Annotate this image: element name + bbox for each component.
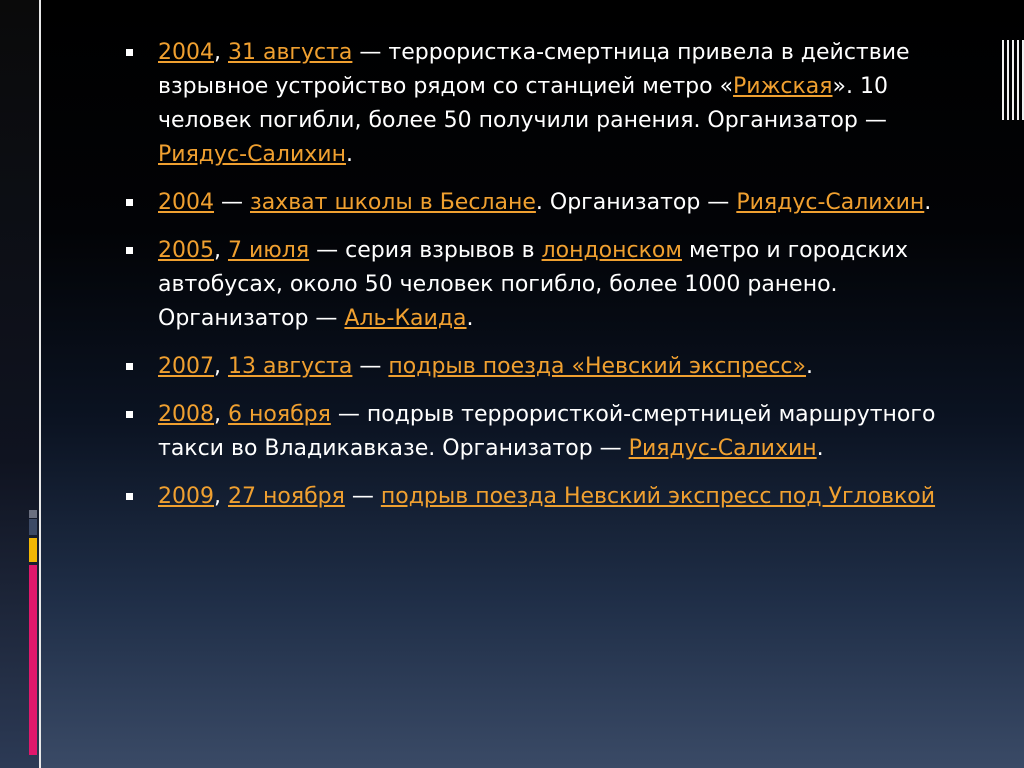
organizer-link[interactable]: Аль-Каида [344,306,467,331]
date-link[interactable]: 27 ноября [228,484,345,509]
deco-yellow-block [29,538,37,562]
date-link[interactable]: 13 августа [228,354,353,379]
year-link[interactable]: 2004 [158,40,214,65]
list-item: 2007, 13 августа — подрыв поезда «Невский экспресс». [120,350,950,384]
city-link[interactable]: лондонском [541,238,682,263]
date-link[interactable]: 7 июля [228,238,310,263]
bullet-icon [126,49,133,56]
metro-station-link[interactable]: Рижская [733,74,833,99]
list-item: 2008, 6 ноября — подрыв террористкой-смертницей маршрутного такси во Владикавказе. Организатор — Риядус-Салихин. [120,398,950,466]
bullet-icon [126,199,133,206]
year-link[interactable]: 2007 [158,354,214,379]
list-item: 2004, 31 августа — террористка-смертница привела в действие взрывное устройство рядом со станцией метро «Рижская». 10 человек погибли, более 50 получили ранения. Организатор — Риядус-Салихин. [120,36,950,172]
year-link[interactable]: 2008 [158,402,214,427]
event-link[interactable]: подрыв поезда Невский экспресс под Угловкой [380,484,936,509]
list-item: 2004 — захват школы в Беслане. Организатор — Риядус-Салихин. [120,186,950,220]
deco-grey-block [29,510,37,518]
bullet-icon [126,493,133,500]
left-divider-line [39,0,41,768]
bullet-icon [126,247,133,254]
organizer-link[interactable]: Риядус-Салихин [628,436,817,461]
organizer-link[interactable]: Риядус-Салихин [736,190,925,215]
event-link[interactable]: захват школы в Беслане [250,190,536,215]
right-decoration-bars [1002,40,1024,120]
bullet-icon [126,411,133,418]
bullet-icon [126,363,133,370]
list-item: 2005, 7 июля — серия взрывов в лондонском метро и городских автобусах, около 50 человек погибло, более 1000 ранено. Организатор — Аль-Каида. [120,234,950,336]
events-list [120,36,950,528]
event-link[interactable]: подрыв поезда «Невский экспресс» [388,354,806,379]
year-link[interactable]: 2009 [158,484,214,509]
deco-blue-block [29,519,37,535]
list-item: 2009, 27 ноября — подрыв поезда Невский экспресс под Угловкой [120,480,950,514]
deco-pink-bar [29,565,37,755]
organizer-link[interactable]: Риядус-Салихин [158,142,346,167]
year-link[interactable]: 2005 [158,238,214,263]
date-link[interactable]: 6 ноября [228,402,331,427]
date-link[interactable]: 31 августа [228,40,353,65]
year-link[interactable]: 2004 [158,190,214,215]
